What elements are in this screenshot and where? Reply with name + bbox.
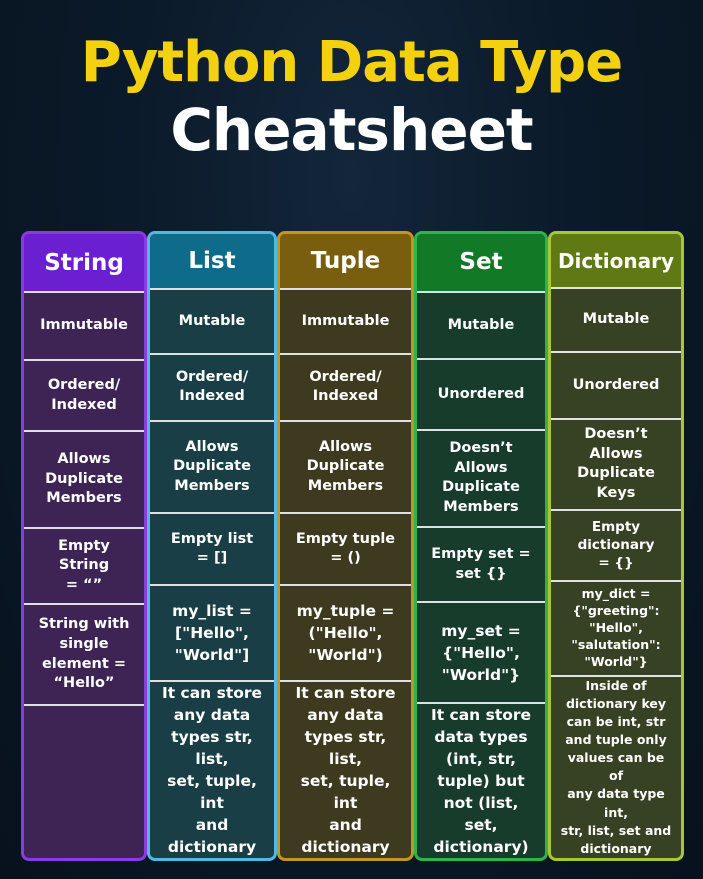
cell-set-empty: Empty set = set {} <box>417 526 545 602</box>
cell-list-ordering: Ordered/ Indexed <box>150 353 274 420</box>
column-header-tuple: Tuple <box>280 234 411 288</box>
cell-tuple-mutability: Immutable <box>280 288 411 353</box>
cell-string-mutability: Immutable <box>24 291 144 359</box>
cell-dictionary-storage: Inside of dictionary key can be int, str and tuple only values can be of any data type int, str, list, set and dictionary <box>551 675 681 858</box>
cell-tuple-storage: It can store any data types str, list, set, tuple, int and dictionary <box>280 680 411 858</box>
cell-tuple-example: my_tuple = ("Hello", "World") <box>280 584 411 680</box>
cell-string-storage <box>24 704 144 858</box>
cell-list-duplicates: Allows Duplicate Members <box>150 420 274 512</box>
cell-string-example: String with single element = “Hello” <box>24 603 144 704</box>
cell-set-mutability: Mutable <box>417 291 545 359</box>
column-header-list: List <box>150 234 274 288</box>
cell-dictionary-empty: Empty dictionary = {} <box>551 509 681 580</box>
cell-string-duplicates: Allows Duplicate Members <box>24 430 144 527</box>
column-header-dictionary: Dictionary <box>551 234 681 287</box>
column-dictionary <box>548 231 684 861</box>
cell-set-storage: It can store data types (int, str, tuple) but not (list, set, dictionary) <box>417 702 545 858</box>
cell-string-ordering: Ordered/ Indexed <box>24 359 144 430</box>
column-set <box>414 231 548 861</box>
cell-list-storage: It can store any data types str, list, set, tuple, int and dictionary <box>150 680 274 858</box>
cell-list-empty: Empty list = [] <box>150 512 274 584</box>
cell-list-example: my_list = ["Hello", "World"] <box>150 584 274 680</box>
column-header-string: String <box>24 234 144 291</box>
cell-tuple-duplicates: Allows Duplicate Members <box>280 420 411 512</box>
cell-dictionary-duplicates: Doesn’t Allows Duplicate Keys <box>551 418 681 509</box>
cell-set-ordering: Unordered <box>417 358 545 429</box>
cell-string-empty: Empty String = “” <box>24 527 144 603</box>
title-line-2: Cheatsheet <box>170 96 533 164</box>
cell-dictionary-mutability: Mutable <box>551 287 681 351</box>
cell-set-example: my_set = {"Hello", "World"} <box>417 601 545 702</box>
cell-list-mutability: Mutable <box>150 288 274 353</box>
cell-tuple-empty: Empty tuple = () <box>280 512 411 584</box>
cell-dictionary-ordering: Unordered <box>551 351 681 418</box>
column-string <box>21 231 147 861</box>
cell-dictionary-example: my_dict = {"greeting": "Hello", "salutation": "World"} <box>551 580 681 675</box>
cell-set-duplicates: Doesn’t Allows Duplicate Members <box>417 429 545 526</box>
cell-tuple-ordering: Ordered/ Indexed <box>280 353 411 420</box>
column-header-set: Set <box>417 234 545 291</box>
column-tuple <box>277 231 414 861</box>
title-line-1: Python Data Type <box>80 30 623 95</box>
column-list <box>147 231 277 861</box>
